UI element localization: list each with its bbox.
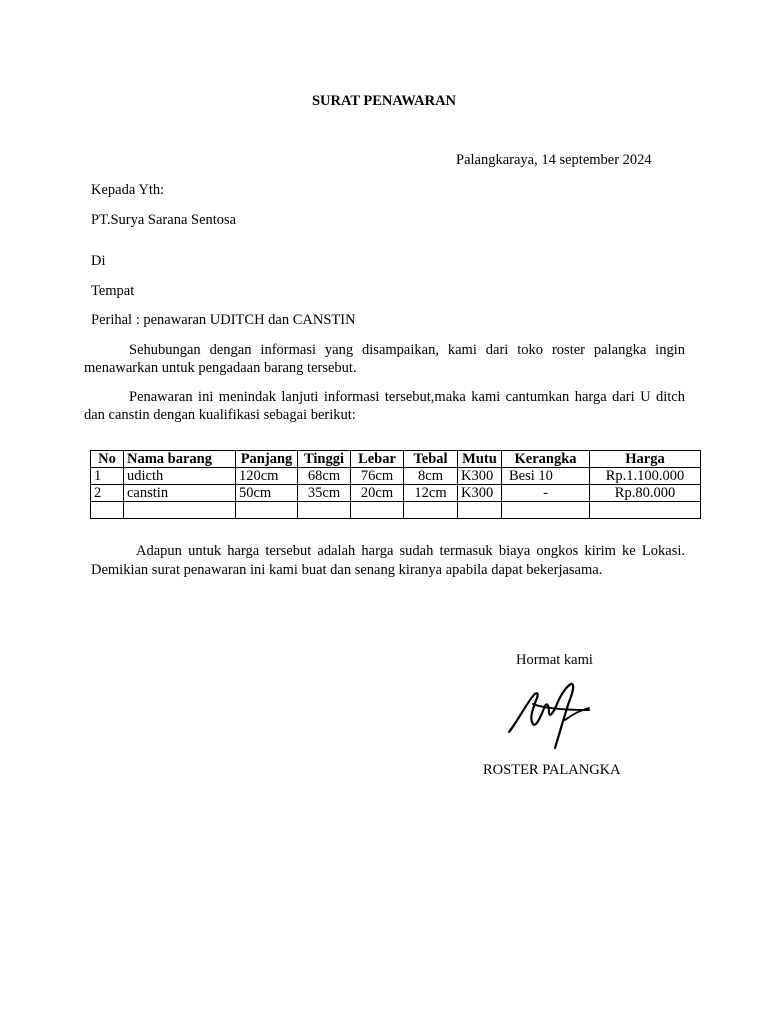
table-row bbox=[91, 485, 701, 502]
cell-tinggi: 35cm bbox=[298, 485, 351, 502]
closing-paragraph bbox=[91, 542, 685, 580]
cell-harga: Rp.1.100.000 bbox=[590, 468, 701, 485]
header-lebar: Lebar bbox=[351, 451, 404, 468]
cell-harga: Rp.80.000 bbox=[590, 485, 701, 502]
table-row bbox=[91, 468, 701, 485]
paragraph-offer: Penawaran ini menindak lanjuti informasi tersebut,maka kami cantumkan harga dari U ditch dan canstin dengan kualifikasi sebagai berikut: bbox=[84, 389, 685, 423]
signer-name: ROSTER PALANGKA bbox=[483, 762, 621, 778]
cell-no: 2 bbox=[91, 485, 124, 502]
paragraph-intro: Sehubungan dengan informasi yang disampaikan, kami dari toko roster palangka ingin menawarkan untuk pengadaan barang tersebut. bbox=[84, 342, 685, 376]
recipient-name: PT.Surya Sarana Sentosa bbox=[91, 212, 237, 228]
closing-greeting: Hormat kami bbox=[516, 652, 593, 668]
cell-tebal: 8cm bbox=[404, 468, 458, 485]
header-tinggi: Tinggi bbox=[298, 451, 351, 468]
cell-tinggi: 68cm bbox=[298, 468, 351, 485]
closing-line-2: Demikian surat penawaran ini kami buat dan senang kiranya apabila dapat bekerjasama. bbox=[91, 562, 603, 578]
cell-lebar: 76cm bbox=[351, 468, 404, 485]
cell-empty bbox=[404, 502, 458, 519]
cell-empty bbox=[590, 502, 701, 519]
cell-panjang: 50cm bbox=[236, 485, 298, 502]
subject-line: Perihal : penawaran UDITCH dan CANSTIN bbox=[91, 312, 356, 328]
cell-mutu: K300 bbox=[458, 485, 502, 502]
cell-empty bbox=[502, 502, 590, 519]
table-row-empty bbox=[91, 502, 701, 519]
letter-title: SURAT PENAWARAN bbox=[311, 93, 457, 109]
header-harga: Harga bbox=[590, 451, 701, 468]
recipient-tempat: Tempat bbox=[91, 283, 135, 299]
header-no: No bbox=[91, 451, 124, 468]
header-mutu: Mutu bbox=[458, 451, 502, 468]
closing-line-1: Adapun untuk harga tersebut adalah harga sudah termasuk biaya ongkos kirim ke Lokasi. bbox=[136, 543, 685, 559]
cell-kerangka: - bbox=[502, 485, 590, 502]
table-header-row bbox=[91, 451, 701, 468]
cell-empty bbox=[91, 502, 124, 519]
recipient-intro: Kepada Yth: bbox=[91, 182, 165, 198]
cell-tebal: 12cm bbox=[404, 485, 458, 502]
cell-lebar: 20cm bbox=[351, 485, 404, 502]
cell-empty bbox=[124, 502, 236, 519]
place-date: Palangkaraya, 14 september 2024 bbox=[456, 152, 652, 168]
cell-kerangka: Besi 10 bbox=[502, 468, 590, 485]
recipient-di: Di bbox=[91, 253, 106, 269]
cell-nama-barang: udicth bbox=[124, 468, 236, 485]
cell-nama-barang: canstin bbox=[124, 485, 236, 502]
cell-empty bbox=[236, 502, 298, 519]
cell-empty bbox=[458, 502, 502, 519]
header-panjang: Panjang bbox=[236, 451, 298, 468]
signature-icon bbox=[503, 680, 595, 752]
cell-mutu: K300 bbox=[458, 468, 502, 485]
price-table bbox=[90, 450, 701, 519]
cell-panjang: 120cm bbox=[236, 468, 298, 485]
header-nama-barang: Nama barang bbox=[124, 451, 236, 468]
cell-no: 1 bbox=[91, 468, 124, 485]
cell-empty bbox=[298, 502, 351, 519]
header-kerangka: Kerangka bbox=[502, 451, 590, 468]
header-tebal: Tebal bbox=[404, 451, 458, 468]
cell-empty bbox=[351, 502, 404, 519]
